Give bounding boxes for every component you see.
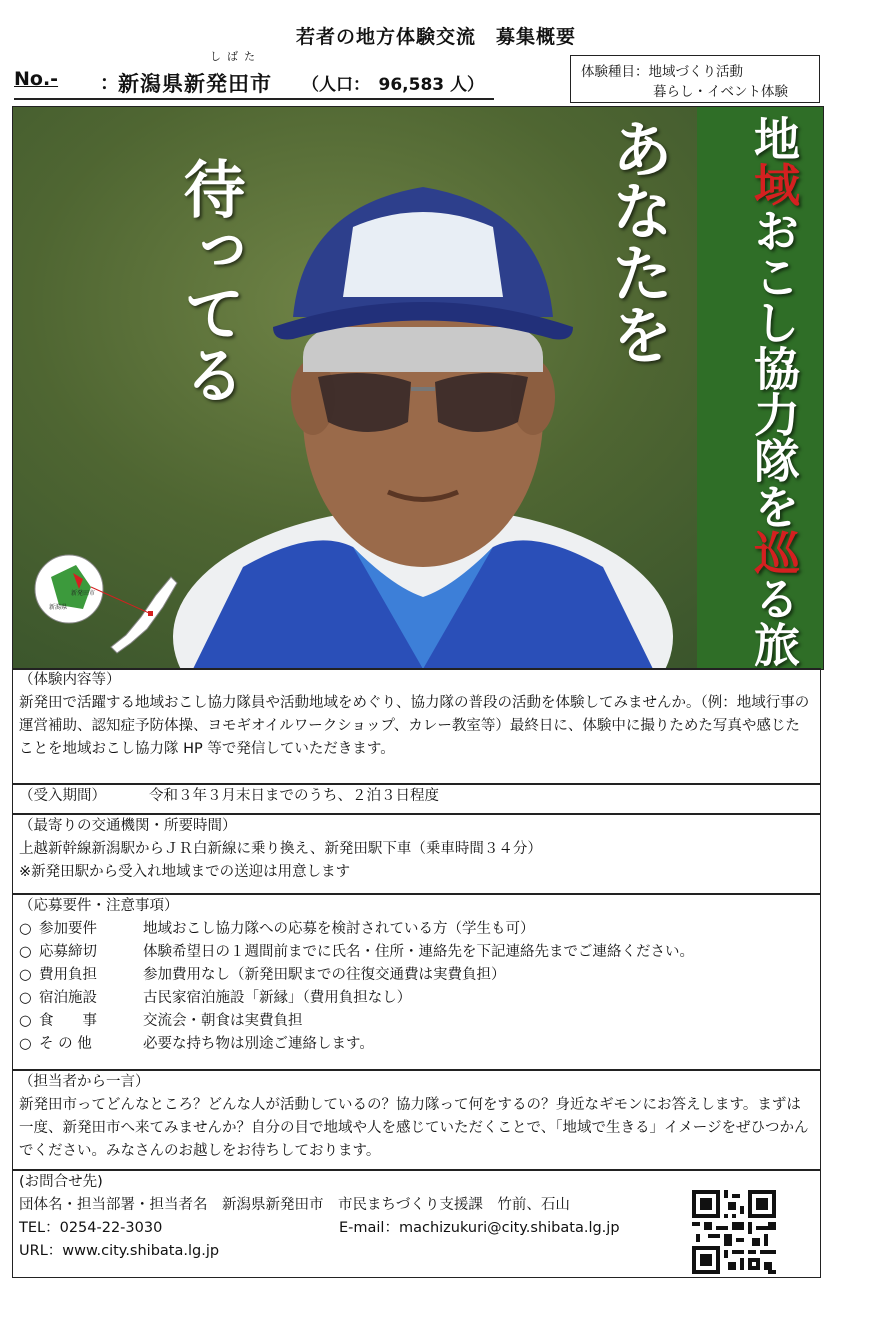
document-title: 若者の地方体験交流 募集概要 xyxy=(295,26,576,48)
requirement-row xyxy=(13,918,820,941)
contact-org-label: 団体名・担当部署・担当者名 xyxy=(19,1197,208,1213)
period-body: 令和３年３月末日までのうち、２泊３日程度 xyxy=(149,788,439,804)
requirement-row xyxy=(13,1010,820,1033)
number-label: No.- xyxy=(14,68,59,90)
requirement-label: 応募締切 xyxy=(39,944,97,960)
experience-type-line2: 暮らし・イベント体験 xyxy=(653,84,788,100)
side-catch-part: る旅 xyxy=(747,575,801,667)
period-heading: （受入期間） xyxy=(19,788,106,804)
requirement-value: 交流会・朝食は実費負担 xyxy=(143,1013,303,1029)
requirement-label: 参加要件 xyxy=(39,921,97,937)
requirement-mark: ○ xyxy=(19,990,32,1006)
population: （人口： 96,583 人） xyxy=(302,75,485,95)
requirement-row xyxy=(13,941,820,964)
side-catch-red: 巡 xyxy=(747,529,801,575)
requirement-value: 古民家宿泊施設「新縁」（費用負担なし） xyxy=(143,990,412,1006)
contact-org-value: 新潟県新発田市 市民まちづくり支援課 竹前、石山 xyxy=(222,1197,570,1213)
content-body: 新発田で活躍する地域おこし協力隊員や活動地域をめぐり、協力隊の普段の活動を体験してみませんか。（例：地域行事の運営補助、認知症予防体操、ヨモギオイルワークショップ、カレー教室等）最終日に、体験中に撮りためた写真や感じたことを地域おこし協力隊 HP 等で発信していただきます。 xyxy=(19,695,810,757)
qr-code[interactable] xyxy=(692,1190,776,1274)
section-experience-content xyxy=(12,668,821,784)
requirement-label: 食 事 xyxy=(39,1013,97,1029)
contact-email-link[interactable]: E-mail：machizukuri@city.shibata.lg.jp xyxy=(339,1220,620,1236)
comment-heading: （担当者から一言） xyxy=(19,1074,150,1090)
comment-body: 新発田市ってどんなところ？どんな人が活動しているの？協力隊って何をするの？身近なギモンにお答えします。まずは一度、新発田市へ来てみませんか？自分の目で地域や人を感じていただくことで、「地域で生きる」イメージをぜひつかんでください。みなさんのお越しをお待ちしております。 xyxy=(19,1097,809,1159)
side-catchphrase xyxy=(748,115,800,667)
section-requirements xyxy=(12,894,821,1070)
side-catch-part: 地 xyxy=(747,115,801,161)
content-heading: （体験内容等） xyxy=(19,672,121,688)
contact-url-link[interactable]: URL：www.city.shibata.lg.jp xyxy=(19,1243,220,1259)
sub-catchphrase: 待ってる xyxy=(173,157,246,405)
map-label-city: 新発田市 xyxy=(71,590,96,597)
requirement-value: 必要な持ち物は別途ご連絡します。 xyxy=(143,1036,374,1052)
main-catchphrase: あなたを xyxy=(601,117,674,365)
contact-heading: (お問合せ先) xyxy=(19,1174,103,1190)
header-row xyxy=(14,50,494,100)
number-separator: ： xyxy=(100,72,120,94)
requirement-mark: ○ xyxy=(19,967,32,983)
requirement-row xyxy=(13,964,820,987)
access-line1: 上越新幹線新潟駅からＪＲ白新線に乗り換え、新発田駅下車（乗車時間３４分） xyxy=(19,841,542,857)
side-catch-red: 域 xyxy=(747,161,801,207)
requirement-value: 参加費用なし（新発田駅までの往復交通費は実費負担） xyxy=(143,967,506,983)
access-heading: （最寄りの交通機関・所要時間） xyxy=(19,818,237,834)
requirements-heading: （応募要件・注意事項） xyxy=(19,898,179,914)
section-acceptance-period xyxy=(12,784,821,814)
requirement-mark: ○ xyxy=(19,921,32,937)
requirement-row xyxy=(13,1033,820,1056)
city-ruby: しばた xyxy=(210,50,261,63)
contact-tel: TEL：0254-22-3030 xyxy=(19,1220,163,1236)
access-line2: ※新発田駅から受入れ地域までの送迎は用意します xyxy=(19,864,351,880)
side-catch-part: おこし協力隊を xyxy=(747,207,801,529)
map-label-niigata: 新潟県 xyxy=(49,604,68,611)
requirement-label: 費用負担 xyxy=(39,967,97,983)
requirement-mark: ○ xyxy=(19,1013,32,1029)
section-access xyxy=(12,814,821,894)
requirement-mark: ○ xyxy=(19,1036,32,1052)
experience-type-line1: 体験種目：地域づくり活動 xyxy=(581,64,743,80)
requirement-label: そ の 他 xyxy=(39,1036,92,1052)
section-staff-comment xyxy=(12,1070,821,1170)
experience-type-box xyxy=(570,55,820,103)
city-name: 新潟県新発田市 xyxy=(118,72,272,96)
requirement-value: 地域おこし協力隊への応募を検討されている方（学生も可） xyxy=(143,921,535,937)
location-map xyxy=(31,547,181,657)
requirement-label: 宿泊施設 xyxy=(39,990,97,1006)
requirement-mark: ○ xyxy=(19,944,32,960)
requirement-row xyxy=(13,987,820,1010)
requirement-value: 体験希望日の１週間前までに氏名・住所・連絡先を下記連絡先までご連絡ください。 xyxy=(143,944,694,960)
hero-photo-banner xyxy=(12,106,824,670)
